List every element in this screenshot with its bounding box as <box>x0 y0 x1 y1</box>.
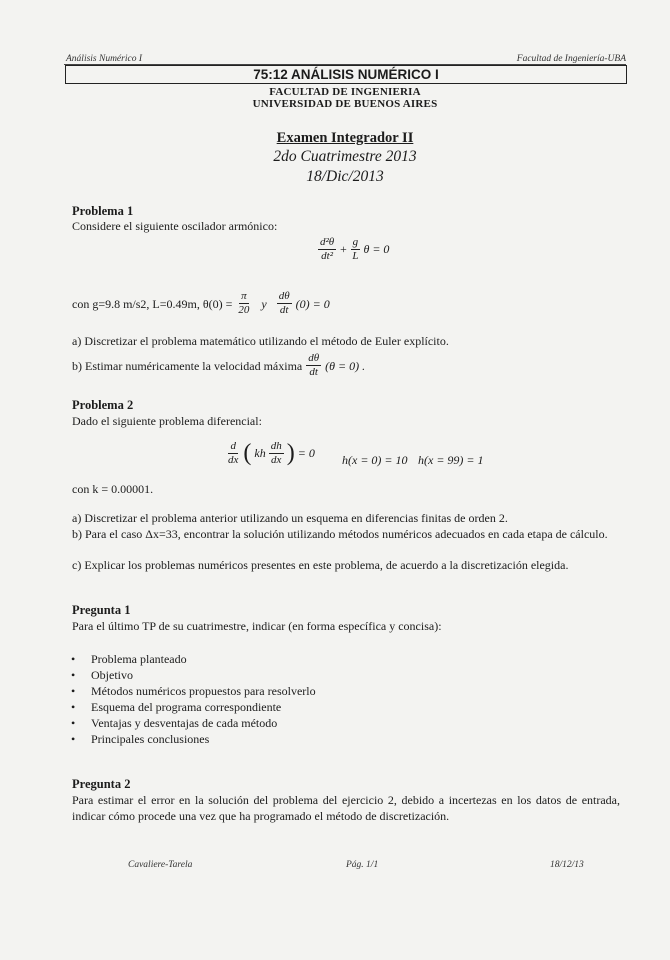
exam-term: 2do Cuatrimestre 2013 <box>273 148 417 165</box>
list-item: • Principales conclusiones <box>71 732 210 746</box>
list-item: • Problema planteado <box>71 652 187 666</box>
eq2-d: d <box>230 440 236 452</box>
eq2-dx: dx <box>228 454 239 466</box>
eq2-dx2: dx <box>271 454 282 466</box>
list-item-text: Problema planteado <box>91 652 187 666</box>
problema2-c: c) Explicar los problemas numéricos presentes en este problema, de acuerdo a la discretización elegida. <box>72 558 569 572</box>
cond-prefix: con g=9.8 m/s2, L=0.49m, θ(0) = <box>72 296 233 311</box>
list-item: • Objetivo <box>71 668 133 682</box>
problema2-k: con k = 0.00001. <box>72 482 154 496</box>
problema1-intro: Considere el siguiente oscilador armónico: <box>72 219 278 233</box>
eq-d2theta: d²θ <box>320 236 335 248</box>
problema2-intro: Dado el siguiente problema diferencial: <box>72 414 262 428</box>
cond-20: 20 <box>238 304 250 316</box>
pregunta2-heading: Pregunta 2 <box>72 777 131 791</box>
list-item-text: Esquema del programa correspondiente <box>91 700 282 714</box>
course-title: 75:12 ANÁLISIS NUMÉRICO I <box>65 65 627 84</box>
eq2-end: = 0 <box>297 446 315 460</box>
eq-dt2: dt² <box>321 250 334 262</box>
problema2-heading: Problema 2 <box>72 398 134 412</box>
b-prefix: b) Estimar numéricamente la velocidad máxima <box>72 358 303 373</box>
footer-authors: Cavaliere-Tarela <box>128 860 193 870</box>
list-item-text: Ventajas y desventajas de cada método <box>91 716 278 730</box>
list-item: • Esquema del programa correspondiente <box>71 700 282 714</box>
list-item: • Métodos numéricos propuestos para resolverlo <box>71 684 316 698</box>
b-den: dt <box>309 366 318 378</box>
b-suffix: (θ = 0) . <box>325 358 366 373</box>
footer-page: Pág. 1/1 <box>346 860 379 870</box>
eq2-kh: kh <box>254 446 266 460</box>
pregunta2-text: Para estimar el error en la solución del problema del ejercicio 2, debido a incertezas en los datos de entrada, indicar cómo procede una vez que ha programado el método de discretización. <box>72 793 620 823</box>
header-left: Análisis Numérico I <box>66 54 142 64</box>
problema1-conditions <box>72 290 330 317</box>
eq2-dh: dh <box>270 440 282 452</box>
problema1-a: a) Discretizar el problema matemático utilizando el método de Euler explícito. <box>72 334 449 348</box>
faculty-name: FACULTAD DE INGENIERIA <box>269 86 421 98</box>
header-right: Facultad de Ingeniería-UBA <box>516 54 626 64</box>
cond-dtheta: dθ <box>278 290 290 302</box>
footer-date: 18/12/13 <box>550 860 584 870</box>
problema1-b <box>72 352 365 379</box>
diffusion-equation: $\frac{d}{dx}$ ( kh $\frac{dh}{dx}$ ) = 0 <box>228 440 315 466</box>
problema2-b: b) Para el caso Δx=33, encontrar la solución utilizando métodos numéricos adecuados en cada etapa de cálculo. <box>72 527 608 541</box>
eq-g: g <box>352 236 359 248</box>
list-item-text: Métodos numéricos propuestos para resolverlo <box>91 684 316 698</box>
pregunta1-heading: Pregunta 1 <box>72 603 131 617</box>
cond-dt: dt <box>279 304 289 316</box>
list-item-text: Objetivo <box>91 668 133 682</box>
eq-L: L <box>352 250 359 262</box>
cond-pi: π <box>241 290 247 302</box>
exam-date: 18/Dic/2013 <box>306 168 384 185</box>
boundary-condition-1: h(x = 0) = 10 <box>342 453 408 467</box>
list-item-text: Principales conclusiones <box>91 732 210 746</box>
university-name: UNIVERSIDAD DE BUENOS AIRES <box>252 98 438 110</box>
oscillator-equation: $\frac{\text{d²θ}}{\text{dt²}}$ + $\frac{g}{L}$ θ = 0 <box>320 236 390 262</box>
boundary-condition-2: h(x = 99) = 1 <box>418 453 484 467</box>
cond-end: (0) = 0 <box>295 296 330 311</box>
exam-title: Examen Integrador II <box>276 130 414 146</box>
pregunta1-intro: Para el último TP de su cuatrimestre, indicar (en forma específica y concisa): <box>72 619 442 633</box>
problema1-heading: Problema 1 <box>72 204 134 218</box>
b-num: dθ <box>308 352 320 364</box>
list-item: • Ventajas y desventajas de cada método <box>71 716 278 730</box>
eq-rest: θ = 0 <box>363 242 390 256</box>
cond-y: y <box>261 296 267 311</box>
problema2-a: a) Discretizar el problema anterior utilizando un esquema en diferencias finitas de orden 2. <box>72 511 508 525</box>
